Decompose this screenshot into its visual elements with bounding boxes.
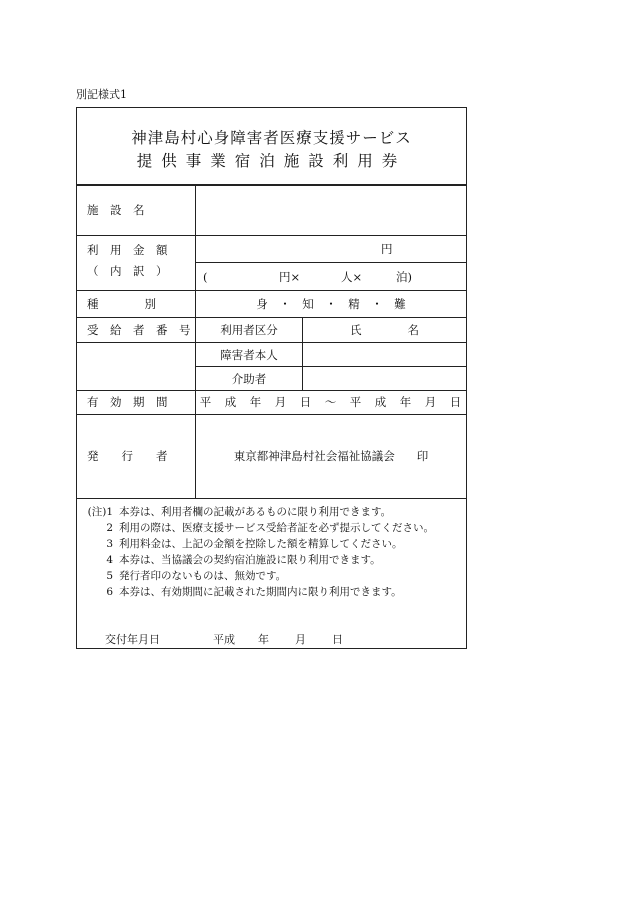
issue-date-month: 月 [295,633,306,646]
note-number: 4 [106,554,113,566]
facility-label: 施 設 名 [87,203,145,217]
helper-label: 介助者 [231,371,267,386]
self-label: 障害者本人 [220,347,278,362]
valid-period-label: 有 効 期 間 [87,395,168,409]
note-item [83,568,463,584]
note-number: 2 [106,522,113,534]
breakdown-field[interactable] [196,263,466,290]
note-number: 6 [106,586,113,598]
breakdown-yen: 円× [279,269,301,284]
breakdown-open: ( [203,269,208,284]
helper-name-field[interactable] [303,367,466,390]
divider-issuer [77,498,466,499]
amount-unit: 円 [381,241,393,256]
breakdown-nights: 泊) [396,269,412,284]
note-number: 3 [106,538,113,550]
note-text: 利用の際は、医療支援サービス受給者証を必ず提示してください。 [119,522,434,534]
note-text: 発行者印のないものは、無効です。 [119,570,287,582]
note-text: 利用料金は、上記の金額を控除した額を精算してください。 [119,538,403,550]
issue-date-day: 日 [332,633,343,646]
note-number: 5 [106,570,113,582]
self-name-field[interactable] [303,343,466,366]
title-line-2: 提供事業宿泊施設利用券 [136,152,407,170]
issue-date-year: 年 [258,633,269,646]
breakdown-people: 人× [341,269,363,284]
valid-period-field[interactable]: 平 成 年 月 日 ～ 平 成 年 月 日 [199,395,463,409]
note-text: 本券は、利用者欄の記載があるものに限り利用できます。 [119,506,392,518]
note-text: 本券は、有効期間に記載された期間内に限り利用できます。 [119,586,402,598]
issue-date-label: 交付年月日 [105,633,160,646]
name-header: 氏 名 [350,322,419,337]
issuer-value: 東京都神津島村社会福祉協議会 [233,449,395,463]
issuer-label: 発 行 者 [87,449,168,463]
note-text: 本券は、当協議会の契約宿泊施設に限り利用できます。 [119,554,381,566]
breakdown-label: （ 内 訳 ） [87,264,168,278]
user-category-header: 利用者区分 [220,322,278,337]
issue-date-era: 平成 [213,633,235,646]
note-item [83,552,463,568]
note-item [83,584,463,600]
recipient-number-label: 受 給 者 番 号 [87,322,191,337]
note-item [83,504,463,520]
notes [83,504,463,600]
note-item [83,520,463,536]
amount-field[interactable] [196,235,466,262]
type-options[interactable]: 身 ・ 知 ・ 精 ・ 難 [256,296,406,311]
issuer-field [196,414,466,498]
title-line-1: 神津島村心身障害者医療支援サービス [131,129,412,147]
form-id: 別記様式1 [76,88,127,101]
recipient-number-field[interactable] [77,343,195,390]
seal-mark: 印 [416,449,429,463]
voucher-form [76,107,467,649]
amount-label: 利 用 金 額 [87,243,168,257]
note-item [83,536,463,552]
facility-field[interactable] [196,185,466,235]
type-label: 種 別 [87,296,156,311]
note-number: (注)1 [87,506,113,518]
